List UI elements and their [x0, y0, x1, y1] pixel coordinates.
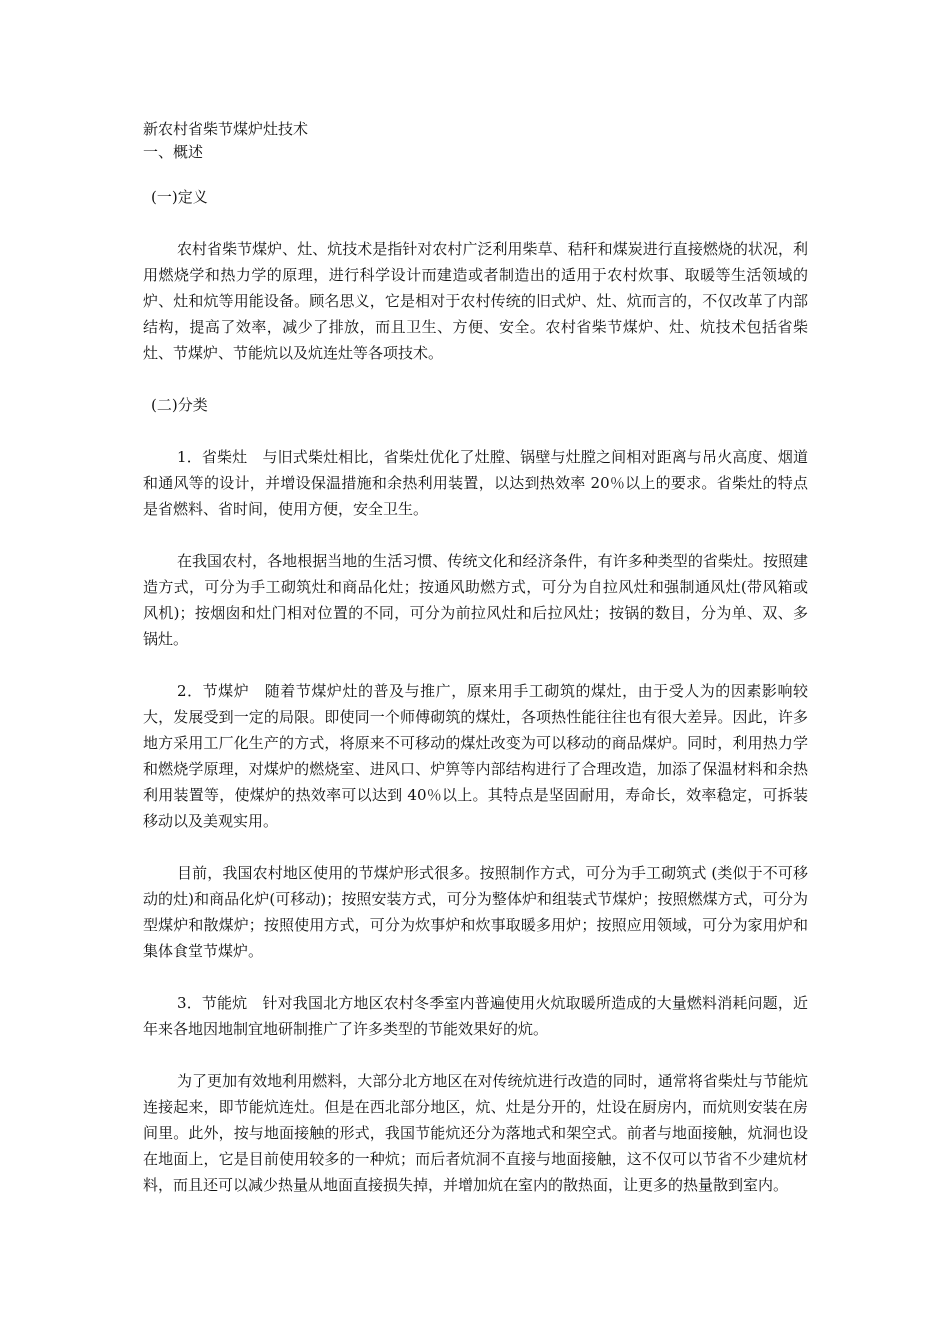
spacer — [143, 418, 808, 444]
paragraph-kang-2: 为了更加有效地利用燃料，大部分北方地区在对传统炕进行改造的同时，通常将省柴灶与节能炕连接起来，即节能炕连灶。但是在西北部分地区，炕、灶是分开的，灶设在厨房内，而炕则安装在房间里。此外，按与地面接触的形式，我国节能炕还分为落地式和架空式。前者与地面接触，炕洞也设在地面上，它是目前使用较多的一种炕；而后者炕洞不直接与地面接触，这不仅可以节省不少建炕材料，而且还可以减少热量从地面直接损失掉，并增加炕在室内的散热面，让更多的热量散到室内。 — [143, 1072, 808, 1194]
spacer — [143, 834, 808, 860]
paragraph-coal-stove-2: 目前，我国农村地区使用的节煤炉形式很多。按照制作方式，可分为手工砌筑式 (类似于不可移动的灶)和商品化炉(可移动)；按照安装方式，可分为整体炉和组装式节煤炉；按照燃煤方式，可分为型煤炉和散煤炉；按照使用方式，可分为炊事炉和炊事取暖多用炉；按照应用领域，可分为家用炉和集体食堂节煤炉。 — [143, 864, 808, 960]
subheading-definition: (一)定义 — [151, 188, 208, 206]
spacer — [143, 164, 808, 184]
spacer — [143, 210, 808, 236]
spacer — [143, 652, 808, 678]
paragraph-definition: 农村省柴节煤炉、灶、炕技术是指针对农村广泛利用柴草、秸秆和煤炭进行直接燃烧的状况，利用燃烧学和热力学的原理，进行科学设计而建造或者制造出的适用于农村炊事、取暖等生活领域的炉、灶和炕等用能设备。顾名思义，它是相对于农村传统的旧式炉、灶、炕而言的，不仅改革了内部结构，提高了效率，减少了排放，而且卫生、方便、安全。农村省柴节煤炉、灶、炕技术包括省柴灶、节煤炉、节能炕以及炕连灶等各项技术。 — [143, 240, 808, 362]
document-title: 新农村省柴节煤炉灶技术 — [143, 120, 309, 138]
spacer — [143, 522, 808, 548]
document-page — [143, 118, 808, 1198]
spacer — [143, 964, 808, 990]
section-heading-overview: 一、概述 — [143, 143, 204, 161]
spacer — [143, 366, 808, 392]
paragraph-coal-stove-1: 2．节煤炉 随着节煤炉灶的普及与推广，原来用手工砌筑的煤灶，由于受人为的因素影响较大，发展受到一定的局限。即使同一个师傅砌筑的煤灶，各项热性能往往也有很大差异。因此，许多地方采用工厂化生产的方式，将原来不可移动的煤灶改变为可以移动的商品煤炉。同时，利用热力学和燃烧学原理，对煤炉的燃烧室、进风口、炉箅等内部结构进行了合理改造，加添了保温材料和余热利用装置等，使煤炉的热效率可以达到 40％以上。其特点是坚固耐用，寿命长，效率稳定，可拆装移动以及美观实用。 — [143, 682, 808, 830]
subheading-classification: (二)分类 — [151, 396, 208, 414]
paragraph-kang-1: 3．节能炕 针对我国北方地区农村冬季室内普遍使用火炕取暖所造成的大量燃料消耗问题，近年来各地因地制宜地研制推广了许多类型的节能效果好的炕。 — [143, 994, 808, 1038]
paragraph-stove-1: 1．省柴灶 与旧式柴灶相比，省柴灶优化了灶膛、锅壁与灶膛之间相对距离与吊火高度、烟道和通风等的设计，并增设保温措施和余热利用装置，以达到热效率 20％以上的要求。省柴灶的特点是省燃料、省时间，使用方便，安全卫生。 — [143, 448, 808, 518]
paragraph-stove-2: 在我国农村，各地根据当地的生活习惯、传统文化和经济条件，有许多种类型的省柴灶。按照建造方式，可分为手工砌筑灶和商品化灶；按通风助燃方式，可分为自拉风灶和强制通风灶(带风箱或风机)；按烟囱和灶门相对位置的不同，可分为前拉风灶和后拉风灶；按锅的数目，分为单、双、多锅灶。 — [143, 552, 808, 648]
spacer — [143, 1042, 808, 1068]
